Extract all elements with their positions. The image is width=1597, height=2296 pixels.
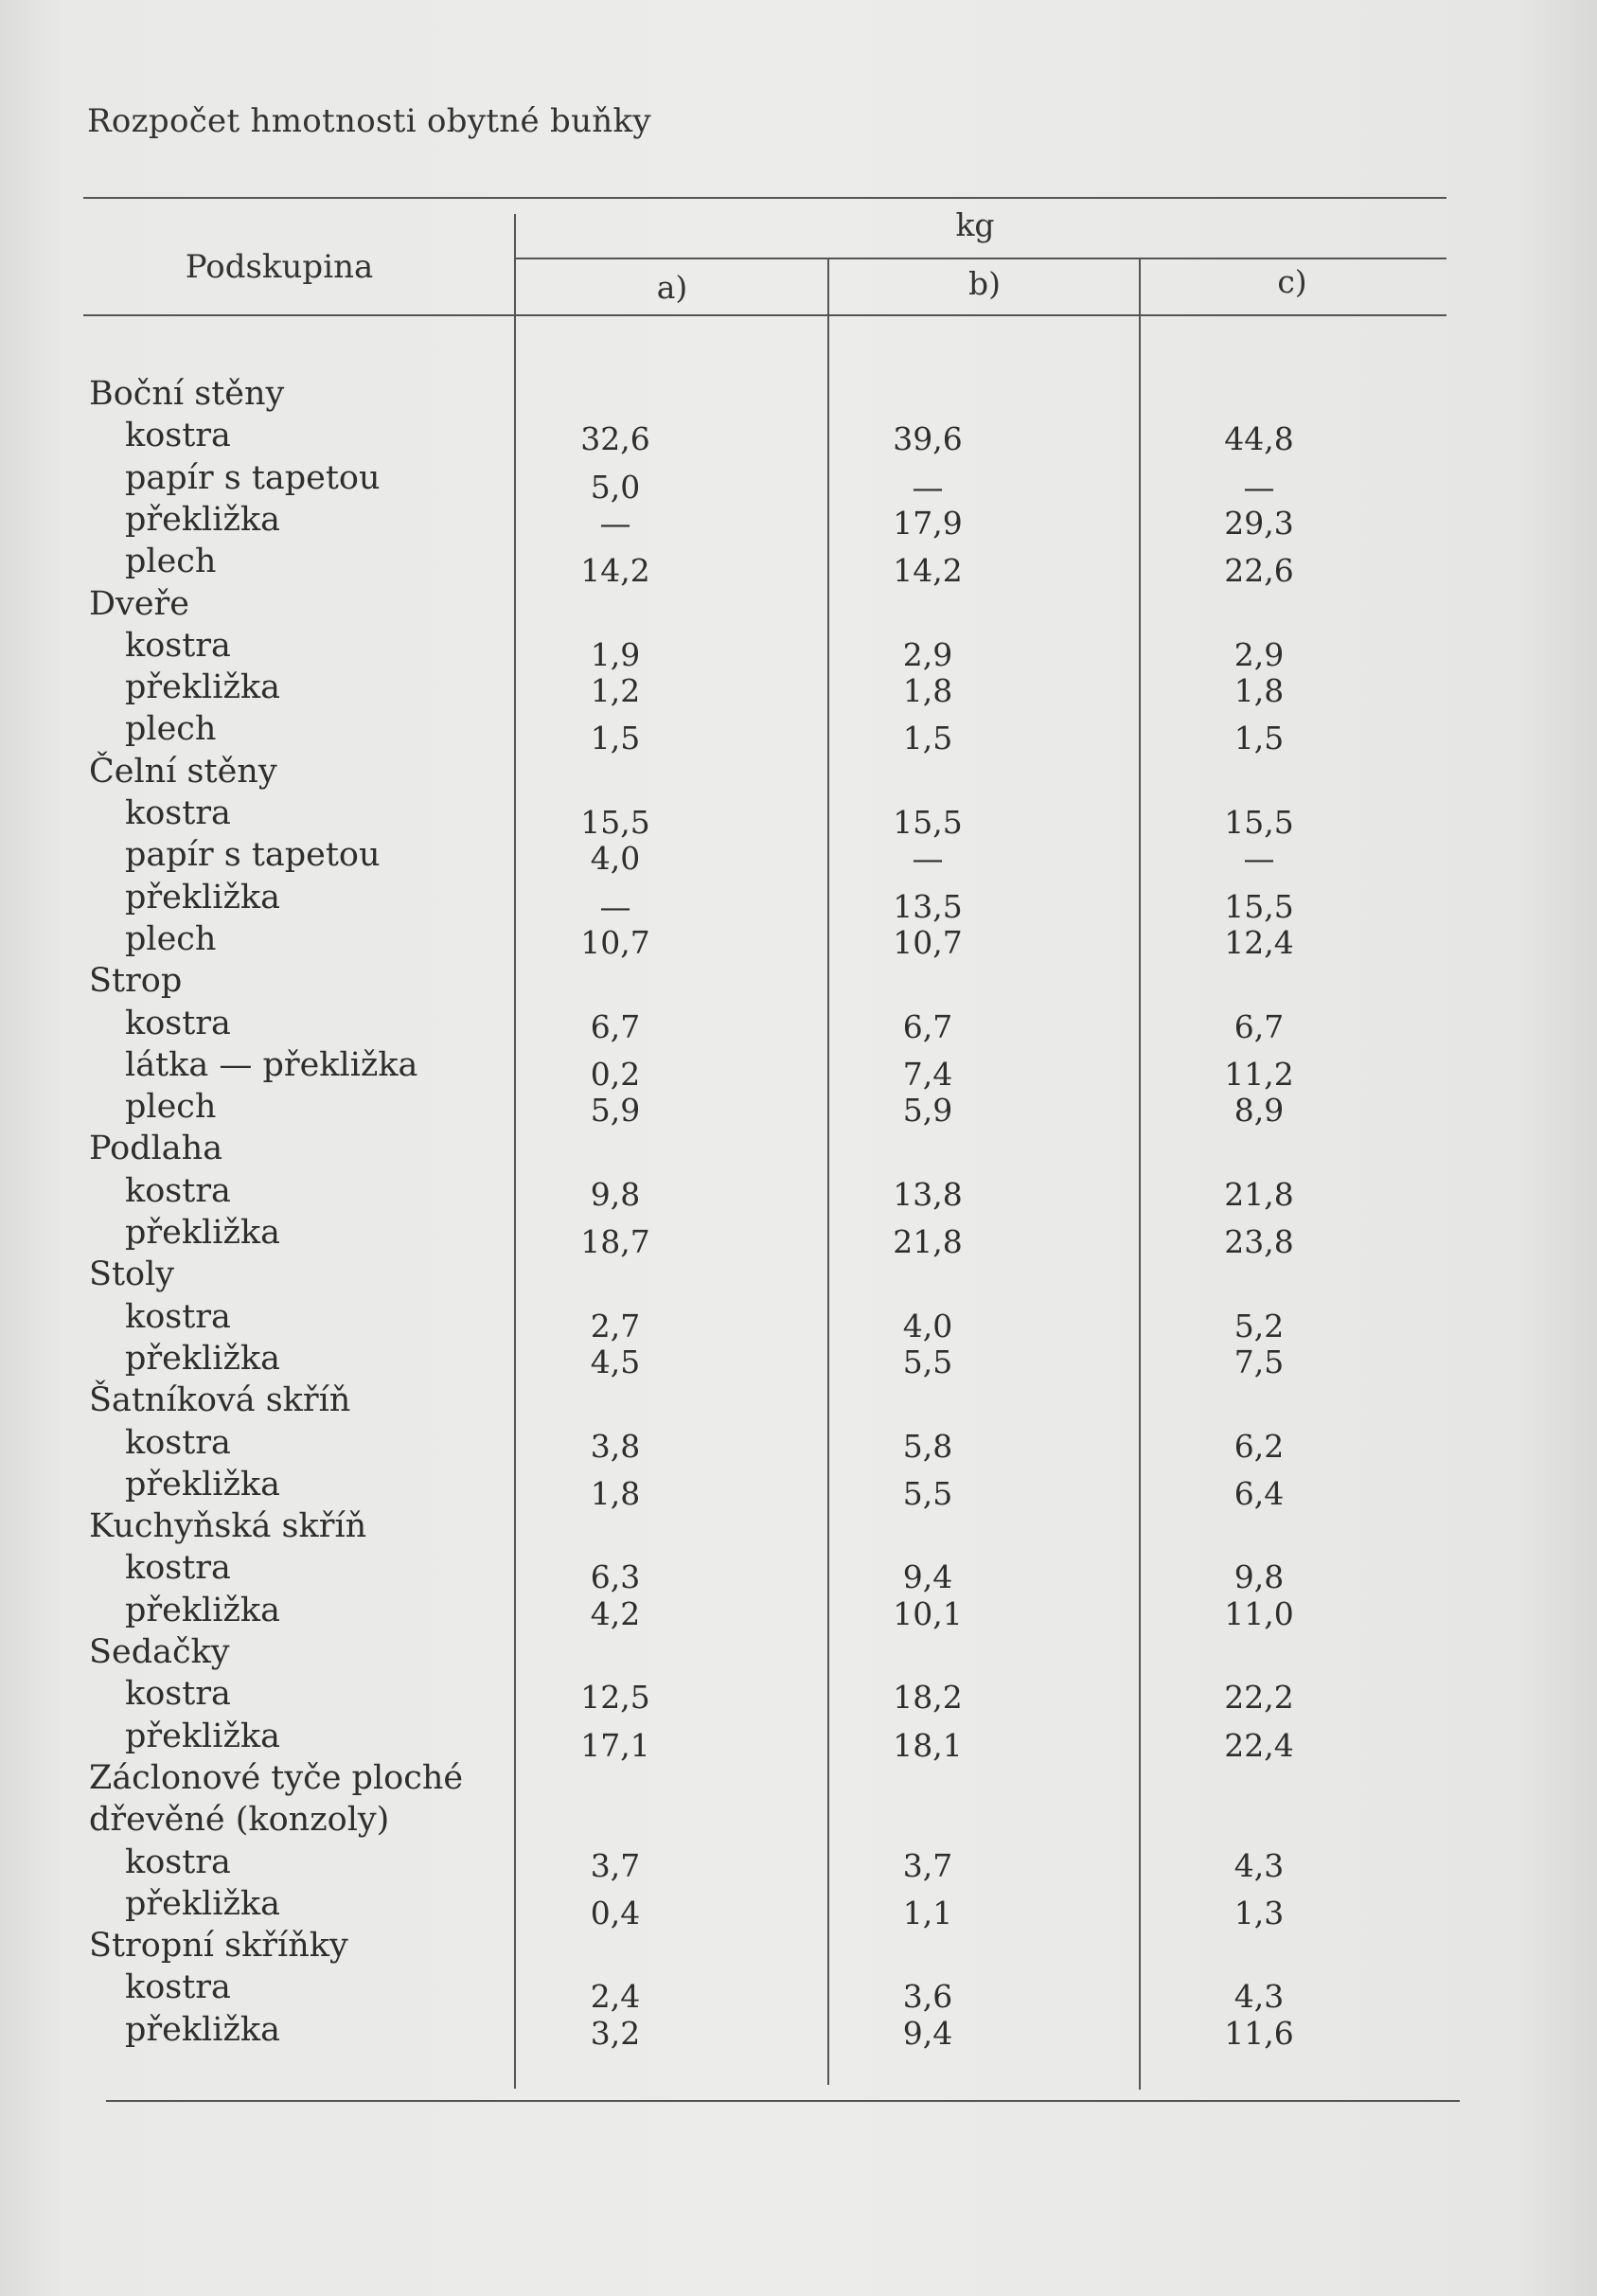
item-label: kostra bbox=[125, 794, 231, 832]
item-label: kostra bbox=[125, 1424, 231, 1462]
cell-b: 18,1 bbox=[893, 1727, 963, 1764]
group-label: Šatníková skříň bbox=[89, 1381, 351, 1419]
cell-b: 5,5 bbox=[902, 1344, 953, 1380]
cell-a: 6,7 bbox=[590, 1008, 641, 1045]
cell-c: 1,3 bbox=[1233, 1895, 1285, 1931]
cell-c: 6,7 bbox=[1233, 1008, 1285, 1045]
item-label: plech bbox=[125, 1088, 217, 1126]
cell-a: 4,5 bbox=[590, 1344, 641, 1380]
cell-c: 6,4 bbox=[1233, 1475, 1285, 1512]
cell-b: 9,4 bbox=[902, 2015, 953, 2052]
cell-a: 15,5 bbox=[580, 804, 650, 841]
group-label: Dveře bbox=[89, 585, 189, 623]
item-label: plech bbox=[125, 920, 217, 958]
header-variant-b: b) bbox=[968, 265, 1001, 302]
cell-b: 18,2 bbox=[893, 1679, 963, 1716]
cell-b: 15,5 bbox=[893, 804, 963, 841]
cell-b: 13,8 bbox=[893, 1176, 963, 1213]
cell-b: 10,1 bbox=[893, 1595, 963, 1632]
cell-c: 29,3 bbox=[1224, 505, 1294, 542]
item-label: kostra bbox=[125, 1675, 231, 1713]
cell-c: 12,4 bbox=[1224, 924, 1294, 961]
cell-c: 15,5 bbox=[1224, 888, 1294, 925]
cell-b: 2,9 bbox=[902, 636, 953, 673]
cell-a: 14,2 bbox=[580, 552, 650, 589]
cell-c: — bbox=[1243, 469, 1275, 506]
cell-b: 39,6 bbox=[893, 420, 963, 457]
cell-c: 7,5 bbox=[1233, 1344, 1285, 1380]
cell-a: — bbox=[599, 505, 631, 542]
cell-b: 7,4 bbox=[902, 1056, 953, 1093]
item-label: plech bbox=[125, 543, 217, 580]
cell-b: 13,5 bbox=[893, 888, 963, 925]
cell-b: 10,7 bbox=[893, 924, 963, 961]
item-label: kostra bbox=[125, 1843, 231, 1881]
item-label: překližka bbox=[125, 1466, 280, 1504]
cell-a: 0,2 bbox=[590, 1056, 641, 1093]
item-label: překližka bbox=[125, 501, 280, 539]
cell-c: — bbox=[1243, 840, 1275, 877]
item-label: překližka bbox=[125, 1718, 280, 1755]
cell-b: 3,6 bbox=[902, 1978, 953, 2015]
cell-c: 2,9 bbox=[1233, 636, 1285, 673]
cell-b: 1,1 bbox=[902, 1895, 953, 1931]
cell-b: 5,9 bbox=[902, 1092, 953, 1129]
item-label: kostra bbox=[125, 1172, 231, 1210]
group-label: Stropní skříňky bbox=[89, 1927, 348, 1965]
cell-a: 1,5 bbox=[590, 720, 641, 756]
group-label: Boční stěny bbox=[89, 375, 285, 413]
cell-c: 5,2 bbox=[1233, 1308, 1285, 1344]
cell-a: 17,1 bbox=[580, 1727, 650, 1764]
cell-c: 1,5 bbox=[1233, 720, 1285, 756]
cell-b: 17,9 bbox=[893, 505, 963, 542]
item-label: kostra bbox=[125, 1968, 231, 2006]
item-label: kostra bbox=[125, 1549, 231, 1587]
item-label: kostra bbox=[125, 1005, 231, 1042]
column-divider-b bbox=[827, 258, 829, 2085]
group-label: Čelní stěny bbox=[89, 753, 277, 791]
cell-b: 5,5 bbox=[902, 1475, 953, 1512]
cell-a: 12,5 bbox=[580, 1679, 650, 1716]
item-label: překližka bbox=[125, 668, 280, 706]
cell-a: 0,4 bbox=[590, 1895, 641, 1931]
group-label: Podlaha bbox=[89, 1130, 223, 1167]
cell-a: 3,2 bbox=[590, 2015, 641, 2052]
cell-c: 21,8 bbox=[1224, 1176, 1294, 1213]
cell-a: 4,0 bbox=[590, 840, 641, 877]
header-podskupina: Podskupina bbox=[185, 248, 374, 286]
cell-c: 22,2 bbox=[1224, 1679, 1294, 1716]
cell-c: 11,2 bbox=[1224, 1056, 1294, 1093]
page-title: Rozpočet hmotnosti obytné buňky bbox=[87, 102, 651, 140]
cell-a: — bbox=[599, 888, 631, 925]
item-label: papír s tapetou bbox=[125, 836, 381, 874]
item-label: kostra bbox=[125, 627, 231, 665]
cell-b: 5,8 bbox=[902, 1428, 953, 1465]
cell-c: 23,8 bbox=[1224, 1223, 1294, 1260]
cell-c: 22,6 bbox=[1224, 552, 1294, 589]
item-label: kostra bbox=[125, 417, 231, 454]
cell-c: 1,8 bbox=[1233, 672, 1285, 709]
cell-a: 1,9 bbox=[590, 636, 641, 673]
group-label: Strop bbox=[89, 962, 183, 1000]
header-bottom-rule bbox=[83, 314, 1446, 316]
cell-a: 3,7 bbox=[590, 1847, 641, 1884]
cell-b: 21,8 bbox=[893, 1223, 963, 1260]
cell-b: 1,8 bbox=[902, 672, 953, 709]
cell-c: 4,3 bbox=[1233, 1978, 1285, 2015]
cell-b: — bbox=[912, 469, 944, 506]
cell-a: 6,3 bbox=[590, 1558, 641, 1595]
cell-c: 9,8 bbox=[1233, 1558, 1285, 1595]
header-variant-c: c) bbox=[1277, 263, 1307, 300]
cell-a: 2,7 bbox=[590, 1308, 641, 1344]
table-bottom-rule bbox=[106, 2100, 1460, 2102]
group-label: Sedačky bbox=[89, 1633, 230, 1671]
cell-a: 1,2 bbox=[590, 672, 641, 709]
item-label: látka — překližka bbox=[125, 1046, 418, 1084]
cell-b: 9,4 bbox=[902, 1558, 953, 1595]
header-variant-a: a) bbox=[656, 269, 688, 306]
item-label: plech bbox=[125, 710, 217, 748]
column-divider-c bbox=[1139, 258, 1141, 2090]
cell-a: 32,6 bbox=[580, 420, 650, 457]
cell-c: 11,6 bbox=[1224, 2015, 1294, 2052]
cell-b: 3,7 bbox=[902, 1847, 953, 1884]
cell-a: 5,0 bbox=[590, 469, 641, 506]
cell-a: 10,7 bbox=[580, 924, 650, 961]
cell-a: 1,8 bbox=[590, 1475, 641, 1512]
cell-a: 4,2 bbox=[590, 1595, 641, 1632]
cell-b: — bbox=[912, 840, 944, 877]
item-label: papír s tapetou bbox=[125, 459, 381, 497]
cell-a: 3,8 bbox=[590, 1428, 641, 1465]
cell-c: 11,0 bbox=[1224, 1595, 1294, 1632]
group-label: dřevěné (konzoly) bbox=[89, 1801, 390, 1839]
cell-a: 2,4 bbox=[590, 1978, 641, 2015]
item-label: překližka bbox=[125, 1340, 280, 1378]
kg-underline-rule bbox=[516, 258, 1446, 259]
group-label: Kuchyňská skříň bbox=[89, 1507, 367, 1545]
cell-a: 5,9 bbox=[590, 1092, 641, 1129]
item-label: kostra bbox=[125, 1298, 231, 1336]
cell-b: 4,0 bbox=[902, 1308, 953, 1344]
header-unit: kg bbox=[955, 206, 995, 243]
cell-b: 1,5 bbox=[902, 720, 953, 756]
item-label: překližka bbox=[125, 1885, 280, 1923]
group-label: Stoly bbox=[89, 1255, 175, 1293]
cell-c: 22,4 bbox=[1224, 1727, 1294, 1764]
cell-c: 44,8 bbox=[1224, 420, 1294, 457]
cell-a: 18,7 bbox=[580, 1223, 650, 1260]
item-label: překližka bbox=[125, 2011, 280, 2049]
item-label: překližka bbox=[125, 879, 280, 917]
cell-c: 15,5 bbox=[1224, 804, 1294, 841]
group-label: Záclonové tyče ploché bbox=[89, 1759, 464, 1797]
table-top-rule bbox=[83, 197, 1446, 199]
cell-a: 9,8 bbox=[590, 1176, 641, 1213]
cell-c: 4,3 bbox=[1233, 1847, 1285, 1884]
item-label: překližka bbox=[125, 1214, 280, 1252]
item-label: překližka bbox=[125, 1592, 280, 1629]
cell-c: 6,2 bbox=[1233, 1428, 1285, 1465]
cell-c: 8,9 bbox=[1233, 1092, 1285, 1129]
cell-b: 14,2 bbox=[893, 552, 963, 589]
cell-b: 6,7 bbox=[902, 1008, 953, 1045]
column-divider-a bbox=[514, 214, 516, 2089]
